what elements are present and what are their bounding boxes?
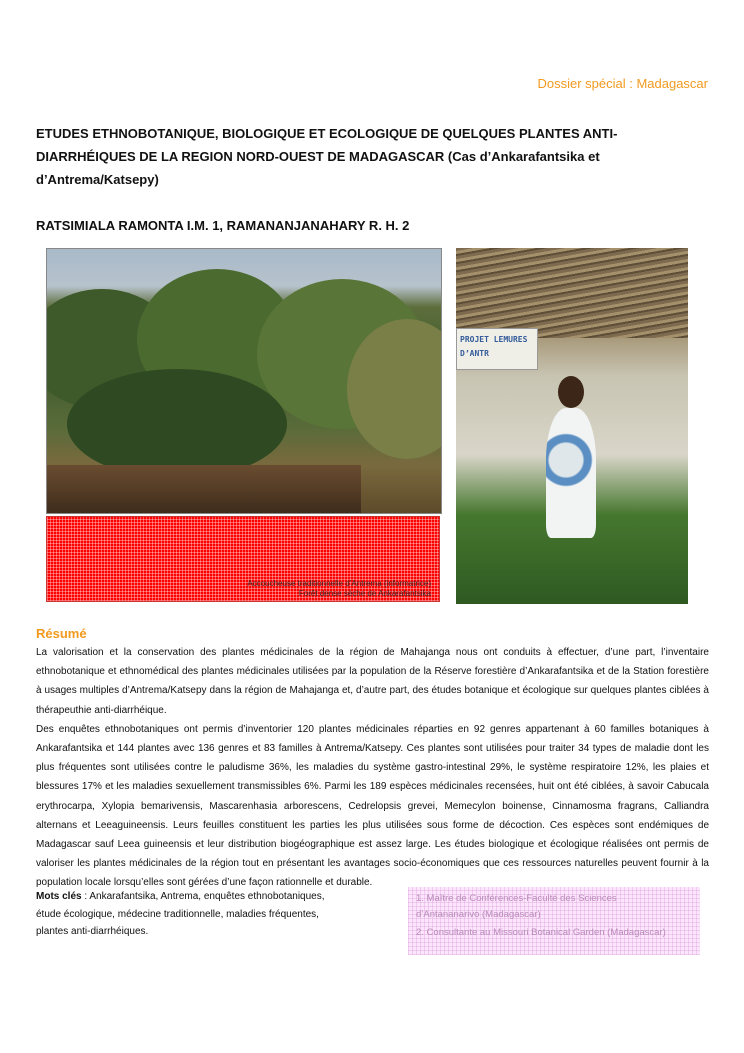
title-line: d’Antrema/Katsepy) xyxy=(36,172,159,187)
keywords xyxy=(36,888,348,941)
keywords-label: Mots clés xyxy=(36,891,82,902)
caption-forest: Forêt dense sèche de Ankarafantsika xyxy=(298,589,431,598)
affiliations-box xyxy=(408,887,700,955)
abstract-body xyxy=(36,643,709,893)
affiliation-1: 1. Maître de Conférences-Faculté des Sciences xyxy=(416,893,617,904)
figure-caption-box xyxy=(46,516,440,602)
abstract-paragraph: Des enquêtes ethnobotaniques ont permis d’inventorier 120 plantes médicinales réparties en 92 genres appartenant à 60 familles botaniques à Ankarafantsika et 144 plantes avec 136 genres et 83 familles à Antrema/Katsepy. Ces plantes sont utilisées pour traiter 34 types de maladie dont les plus fréquentes sont utilisées contre le paludisme 36%, les maladies du système gastro-intestinal 29%, le système respiratoire 12%, les plaies et blessures 17% et les maladies sexuellement transmissibles 6%. Parmi les 189 espèces médicinales recensées, huit ont été ciblées, à savoir Cabucala erythrocarpa, Xylopia bemarivensis, Mascarenhasia arborescens, Cedrelopsis grevei, Memecylon boinense, Cinnamosma fragrans, Calliandra alternans et Leeaguineensis. Leurs feuilles constituent les parties les plus utilisées sous forme de décoction. Ces espèces sont endémiques de Madagascar sauf Leea guineensis et leur distribution biogéographique est assez large. Les études biologique et écologique réalisées ont permis de valoriser les plantes médicinales de la région tout en présentant les avantages socio-économiques que ces ressources naturelles peuvent fournir à la population locale lorsqu’elles sont gérées d’une façon rationnelle et durable. xyxy=(36,723,709,889)
title-line: DIARRHÉIQUES DE LA REGION NORD-OUEST DE MADAGASCAR (Cas d’Ankarafantsika et xyxy=(36,149,600,164)
title-line: ETUDES ETHNOBOTANIQUE, BIOLOGIQUE ET ECOLOGIQUE DE QUELQUES PLANTES ANTI- xyxy=(36,126,618,141)
project-sign xyxy=(456,328,538,370)
forest-photo xyxy=(46,248,442,514)
caption-informant: Accoucheuse traditionnelle d’Antrema (informatrice) xyxy=(247,579,431,588)
dossier-header: Dossier spécial : Madagascar xyxy=(537,76,708,91)
sign-text: PROJET LEMURES D’ANTR xyxy=(460,335,528,358)
village-photo xyxy=(456,248,688,604)
affiliation-1-location: d’Antananarivo (Madagascar) xyxy=(416,909,541,920)
keywords-text: : Ankarafantsika, Antrema, enquêtes ethnobotaniques, étude écologique, médecine traditionnelle, maladies fréquentes, plantes anti-diarrhéiques. xyxy=(36,891,325,937)
article-title xyxy=(36,122,676,191)
abstract-paragraph: La valorisation et la conservation des plantes médicinales de la région de Mahajanga nous ont conduits à effectuer, d’une part, l’inventaire ethnobotanique et ethnomédical des plantes médicinales utilisées par la population de la Réserve forestière d’Ankarafantsika et de la Station forestière à usages multiples d’Antrema/Katsepy dans la région de Mahajanga et, d’autre part, des études botanique et écologique sur quelques plantes ciblées à thérapeuthie anti-diarrhéique. xyxy=(36,647,709,716)
abstract-heading: Résumé xyxy=(36,626,87,641)
authors: RATSIMIALA RAMONTA I.M. 1, RAMANANJANAHARY R. H. 2 xyxy=(36,218,410,233)
affiliation-2: 2. Consultante au Missouri Botanical Garden (Madagascar) xyxy=(416,927,666,938)
